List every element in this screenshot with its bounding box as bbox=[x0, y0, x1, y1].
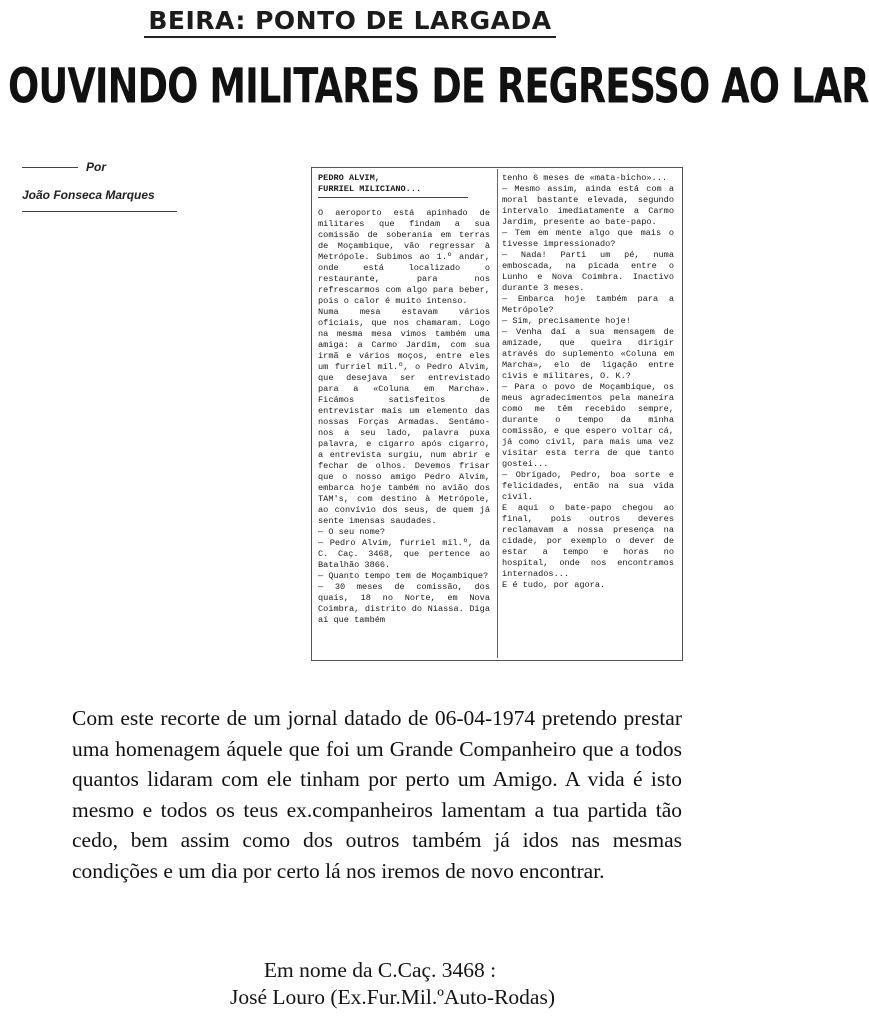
article-paragraph: — 30 meses de comissão, dos quais, 18 no Norte, em Nova Coimbra, distrito do Niassa. Diga aí que também bbox=[318, 582, 490, 625]
article-column-2 bbox=[502, 173, 674, 591]
signature-unit: Em nome da C.Caç. 3468 : bbox=[263, 958, 497, 982]
article-paragraph: — Obrigado, Pedro, boa sorte e felicidades, então na sua vida civil. bbox=[502, 470, 674, 502]
article-paragraph: — Sim, precisamente hoje! bbox=[502, 316, 631, 326]
article-paragraph: — O seu nome? bbox=[318, 527, 386, 537]
article-paragraph: — Quanto tempo tem de Moçambique? bbox=[318, 571, 489, 581]
clipping-kicker: BEIRA: PONTO DE LARGADA bbox=[0, 6, 700, 35]
signature-name: José Louro (Ex.Fur.Mil.ºAuto-Rodas) bbox=[230, 985, 555, 1009]
article-paragraph: tenho 6 meses de «mata-bicho»... bbox=[502, 173, 668, 183]
byline bbox=[22, 160, 182, 212]
article-paragraph: E aqui o bate-papo chegou ao final, pois outros deveres reclamavam a nossa presença na cidade, por exemplo o dever de estar a tempo e horas no hospital, onde nos encontramos internados... bbox=[502, 503, 674, 579]
article-paragraph: Numa mesa estavam vários oficiais, que nos chamaram. Logo na mesma mesa vimos também uma amiga: a Carmo Jardim, com sua irmã e vários moços, entre eles um furriel mil.º, o Pedro Alvim, que desejava ser entrevistado para a «Coluna em Marcha». Ficámos satisfeitos de entrevistar mais um elemento das nossas Forças Armadas. Sentámo-nos a seu lado, palavra puxa palavra, e cigarro após cigarro, a entrevista surgiu, num abrir e fechar de olhos. Devemos frisar que o nosso amigo Pedro Alvim, embarca hoje também no avião dos TAM's, com destino à Metrópole, ao convívio dos seus, de quem já sente imensas saudades. bbox=[318, 307, 490, 526]
article-paragraph: — Tem em mente algo que mais o tivesse impressionado? bbox=[502, 228, 674, 249]
article-paragraph: — Mesmo assim, ainda está com a moral bastante elevada, segundo intervalo imediatamente a Carmo Jardim, presente ao bate-papo. bbox=[502, 184, 674, 227]
article-paragraph: — Venha daí a sua mensagem de amizade, que queira dirigir através do suplemento «Coluna em Marcha», elo de ligação entre civis e militares, O. K.? bbox=[502, 327, 674, 381]
article-title-rule bbox=[318, 197, 468, 198]
column-separator bbox=[497, 169, 498, 658]
tribute-text: Com este recorte de um jornal datado de 06-04-1974 pretendo prestar uma homenagem áquele que foi um Grande Companheiro que a todos quantos lidaram com ele tinham por perto um Amigo. A vida é isto mesmo e todos os teus ex.companheiros lamentam a tua partida tão cedo, bem assim como dos outros também já idos nas mesmas condições e um dia por certo lá nos iremos de novo encontrar. bbox=[72, 706, 682, 883]
byline-author: João Fonseca Marques bbox=[22, 188, 155, 202]
article-column-1 bbox=[318, 173, 490, 626]
article-paragraph: — Nada! Parti um pé, numa emboscada, na picada entre o Lunho e Nova Coimbra. Inactivo durante 3 meses. bbox=[502, 250, 674, 293]
article-title: PEDRO ALVIM, FURRIEL MILICIANO... bbox=[318, 173, 490, 198]
article-paragraph: O aeroporto está apinhado de militares que findam a sua comissão de soberania em terras de Moçambique, vão regressar à Metrópole. Subimos ao 1.º andar, onde está localizado o restaurante, para nos refrescarmos com algo para beber, pois o calor é muito intenso. bbox=[318, 208, 490, 306]
clipping-top-border bbox=[312, 167, 682, 168]
article-clipping bbox=[311, 167, 683, 661]
article-paragraph: — Embarca hoje também para a Metrópole? bbox=[502, 294, 674, 315]
clipping-headline: OUVINDO MILITARES DE REGRESSO AO LAR bbox=[8, 59, 869, 115]
article-paragraph: E é tudo, por agora. bbox=[502, 580, 606, 590]
byline-by: Por bbox=[86, 160, 107, 174]
byline-rule bbox=[22, 167, 78, 168]
article-paragraph: — Pedro Alvim, furriel mil.º, da C. Caç. 3468, que pertence ao Batalhão 3866. bbox=[318, 538, 490, 570]
article-paragraph: — Para o povo de Moçambique, os meus agradecimentos pela maneira como me têm recebido sempre, durante o tempo da minha comissão, e que espero voltar cá, já como civil, para mais uma vez visitar esta terra de que tanto gostei... bbox=[502, 382, 674, 469]
byline-rule-bottom bbox=[22, 211, 177, 212]
